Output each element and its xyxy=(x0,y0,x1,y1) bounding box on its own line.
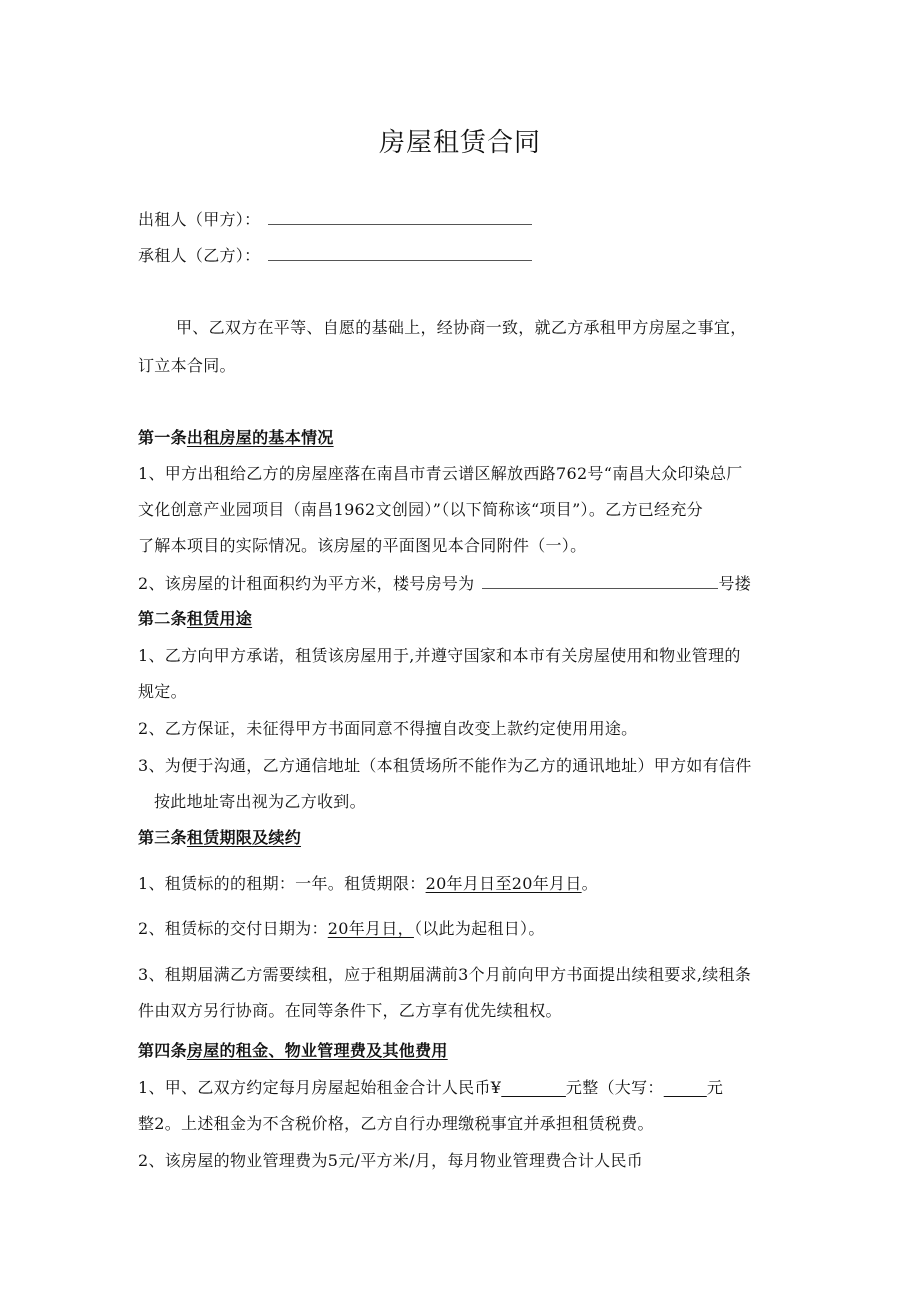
article-4-title: 房屋的租金、物业管理费及其他费用 xyxy=(186,1041,448,1060)
article-3-heading xyxy=(138,827,301,849)
article-2-title: 租赁用途 xyxy=(186,609,253,628)
article-1-p2 xyxy=(138,572,751,595)
article-1-p2-text: 2、该房屋的计租面积约为平方米，楼号房号为 xyxy=(138,574,475,593)
article-3-p2-c: （以此为起租日）。 xyxy=(413,919,545,938)
article-3-p3-line-2: 件由双方另行协商。在同等条件下，乙方享有优先续租权。 xyxy=(138,1001,562,1020)
article-3-p2 xyxy=(138,918,545,940)
lessor-blank[interactable] xyxy=(268,208,532,225)
article-2-p1-line-2: 规定。 xyxy=(138,682,187,701)
article-3-p1-a: 1、租赁标的的租期：一年。租赁期限： xyxy=(138,874,426,893)
document-title: 房屋租赁合同 xyxy=(378,128,541,158)
lessor-line xyxy=(138,208,532,231)
article-1-p1-line-3: 了解本项目的实际情况。该房屋的平面图见本合同附件（一）。 xyxy=(138,536,587,555)
article-3-p3-line-1: 3、租期届满乙方需要续租，应于租期届满前3个月前向甲方书面提出续租要求,续租条 xyxy=(138,965,752,984)
article-3-title: 租赁期限及续约 xyxy=(186,828,302,847)
article-3-p2-a: 2、租赁标的交付日期为： xyxy=(138,919,328,938)
intro-line-2: 订立本合同。 xyxy=(138,356,236,375)
article-1-p1-line-1: 1、甲方出租给乙方的房屋座落在南昌市青云谱区解放西路762号“南昌大众印染总厂 xyxy=(138,464,743,483)
lessee-blank[interactable] xyxy=(268,244,532,261)
article-4-p1-line-1 xyxy=(138,1077,723,1099)
article-3-p1 xyxy=(138,873,598,895)
building-room-blank[interactable] xyxy=(482,572,718,589)
article-4-p1-b: 元整（大写： xyxy=(565,1078,664,1097)
article-1-heading xyxy=(138,427,334,449)
article-4-heading xyxy=(138,1040,448,1062)
article-4-p1-a: 1、甲、乙双方约定每月房屋起始租金合计人民币¥ xyxy=(138,1078,502,1097)
article-1-prefix: 第一条 xyxy=(138,428,187,447)
article-3-p1-c: 。 xyxy=(581,874,598,893)
article-4-p1-line-2: 整2。上述租金为不含税价格，乙方自行办理缴税事宜并承担租赁税费。 xyxy=(138,1114,654,1133)
article-2-p2: 2、乙方保证，未征得甲方书面同意不得擅自改变上款约定使用用途。 xyxy=(138,719,638,738)
article-1-p2-suffix: 号搂 xyxy=(718,574,752,593)
rent-amount-words-blank[interactable] xyxy=(664,1078,707,1097)
article-4-p1-c: 元 xyxy=(706,1078,724,1097)
article-2-p1-line-1: 1、乙方向甲方承诺，租赁该房屋用于,并遵守国家和本市有关房屋使用和物业管理的 xyxy=(138,646,741,665)
rent-amount-blank[interactable] xyxy=(501,1078,566,1097)
article-4-p2: 2、该房屋的物业管理费为5元/平方米/月，每月物业管理费合计人民币 xyxy=(138,1151,644,1170)
article-1-title: 出租房屋的基本情况 xyxy=(186,428,334,447)
article-3-prefix: 第三条 xyxy=(138,828,187,847)
lease-period-value: 20年月日至20年月日 xyxy=(425,874,582,893)
article-2-heading xyxy=(138,608,252,630)
lessee-line xyxy=(138,244,532,267)
article-1-p1-line-2: 文化创意产业园项目（南昌1962文创园）”（以下简称该“项目”）。乙方已经充分 xyxy=(138,500,703,519)
article-2-p3-line-2: 按此地址寄出视为乙方收到。 xyxy=(154,792,366,811)
article-2-prefix: 第二条 xyxy=(138,609,187,628)
lessor-label: 出租人（甲方）： xyxy=(138,210,261,229)
article-4-prefix: 第四条 xyxy=(138,1041,187,1060)
lessee-label: 承租人（乙方）： xyxy=(138,246,261,265)
delivery-date-value: 20年月日， xyxy=(327,919,414,938)
intro-line-1: 甲、乙双方在平等、自愿的基础上，经协商一致，就乙方承租甲方房屋之事宜， xyxy=(176,318,747,337)
article-2-p3-line-1: 3、为便于沟通，乙方通信地址（本租赁场所不能作为乙方的通讯地址）甲方如有信件 xyxy=(138,756,752,775)
